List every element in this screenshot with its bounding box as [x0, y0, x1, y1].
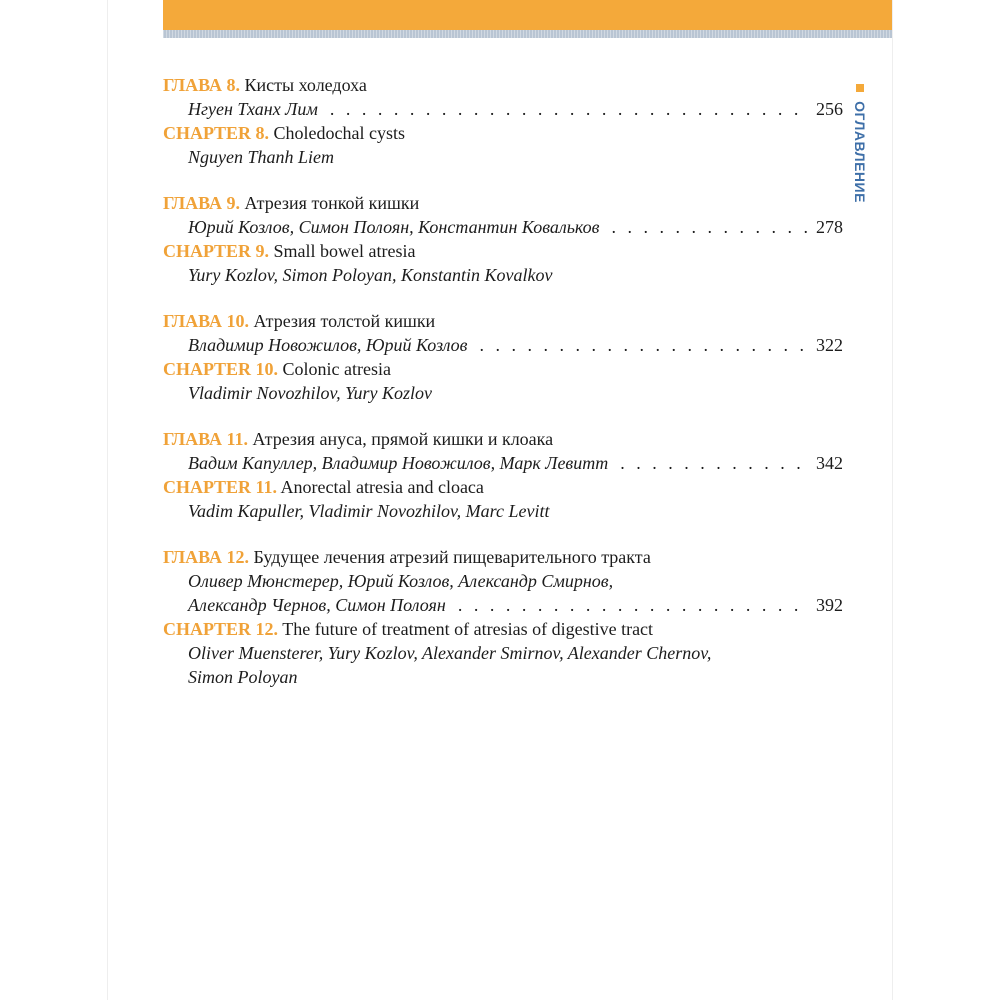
section-marker-square — [856, 84, 864, 92]
chapter-authors: Vadim Kapuller, Vladimir Novozhilov, Marc Levitt — [188, 501, 550, 521]
chapter-title: Атрезия толстой кишки — [253, 311, 436, 331]
toc-entry — [163, 309, 843, 405]
chapter-authors — [163, 593, 843, 617]
author-names: Нгуен Тханх Лим — [188, 99, 318, 119]
chapter-heading-en — [163, 617, 843, 641]
author-names: Владимир Новожилов, Юрий Козлов — [188, 335, 468, 355]
chapter-heading-ru — [163, 309, 843, 333]
chapter-authors — [163, 451, 843, 475]
page-number: 278 — [816, 217, 843, 237]
header-color-band — [163, 0, 892, 30]
chapter-title: Small bowel atresia — [273, 241, 416, 261]
toc-entry — [163, 73, 843, 169]
chapter-title: Anorectal atresia and cloaca — [280, 477, 484, 497]
chapter-number: ГЛАВА 9. — [163, 193, 241, 213]
chapter-heading-en — [163, 475, 843, 499]
chapter-authors: Oliver Muensterer, Yury Kozlov, Alexander Smirnov, Alexander Chernov, — [188, 643, 712, 663]
toc-entry — [163, 545, 843, 689]
chapter-number: CHAPTER 10. — [163, 359, 279, 379]
author-names: Вадим Капуллер, Владимир Новожилов, Марк Левитт — [188, 453, 609, 473]
chapter-number: CHAPTER 8. — [163, 123, 270, 143]
author-names: Юрий Козлов, Симон Полоян, Константин Ковальков — [188, 217, 600, 237]
dot-leader — [611, 215, 808, 239]
dot-leader — [620, 451, 808, 475]
chapter-title: Colonic atresia — [282, 359, 391, 379]
page-number: 256 — [816, 99, 843, 119]
chapter-number: ГЛАВА 12. — [163, 547, 250, 567]
table-of-contents — [163, 73, 843, 711]
author-names: Александр Чернов, Симон Полоян — [188, 595, 446, 615]
chapter-authors — [163, 333, 843, 357]
chapter-number: ГЛАВА 8. — [163, 75, 241, 95]
chapter-authors: Vladimir Novozhilov, Yury Kozlov — [188, 383, 433, 403]
chapter-number: CHAPTER 12. — [163, 619, 279, 639]
chapter-title: The future of treatment of atresias of digestive tract — [282, 619, 654, 639]
chapter-heading-en — [163, 239, 843, 263]
chapter-number: ГЛАВА 11. — [163, 429, 249, 449]
chapter-heading-ru — [163, 427, 843, 451]
chapter-number: CHAPTER 9. — [163, 241, 270, 261]
chapter-number: CHAPTER 11. — [163, 477, 278, 497]
dot-leader — [458, 593, 808, 617]
chapter-number: ГЛАВА 10. — [163, 311, 250, 331]
section-tab-label: ОГЛАВЛЕНИЕ — [852, 101, 868, 203]
chapter-heading-ru — [163, 545, 843, 569]
chapter-authors: Оливер Мюнстерер, Юрий Козлов, Александр Смирнов, — [188, 571, 614, 591]
chapter-authors — [163, 215, 843, 239]
chapter-heading-ru — [163, 191, 843, 215]
chapter-authors — [163, 97, 843, 121]
page-number: 392 — [816, 595, 843, 615]
chapter-authors: Yury Kozlov, Simon Poloyan, Konstantin Kovalkov — [188, 265, 553, 285]
dot-leader — [479, 333, 808, 357]
header-rule — [163, 30, 892, 38]
page-number: 342 — [816, 453, 843, 473]
chapter-title: Кисты холедоха — [244, 75, 367, 95]
toc-entry — [163, 427, 843, 523]
toc-entry — [163, 191, 843, 287]
chapter-authors: Simon Poloyan — [188, 667, 298, 687]
chapter-title: Атрезия тонкой кишки — [244, 193, 420, 213]
chapter-heading-en — [163, 121, 843, 145]
chapter-authors: Nguyen Thanh Liem — [188, 147, 334, 167]
chapter-title: Будущее лечения атрезий пищеварительного тракта — [253, 547, 651, 567]
chapter-heading-en — [163, 357, 843, 381]
chapter-title: Атрезия ануса, прямой кишки и клоака — [252, 429, 554, 449]
dot-leader — [330, 97, 808, 121]
page-number: 322 — [816, 335, 843, 355]
chapter-heading-ru — [163, 73, 843, 97]
chapter-title: Choledochal cysts — [273, 123, 405, 143]
